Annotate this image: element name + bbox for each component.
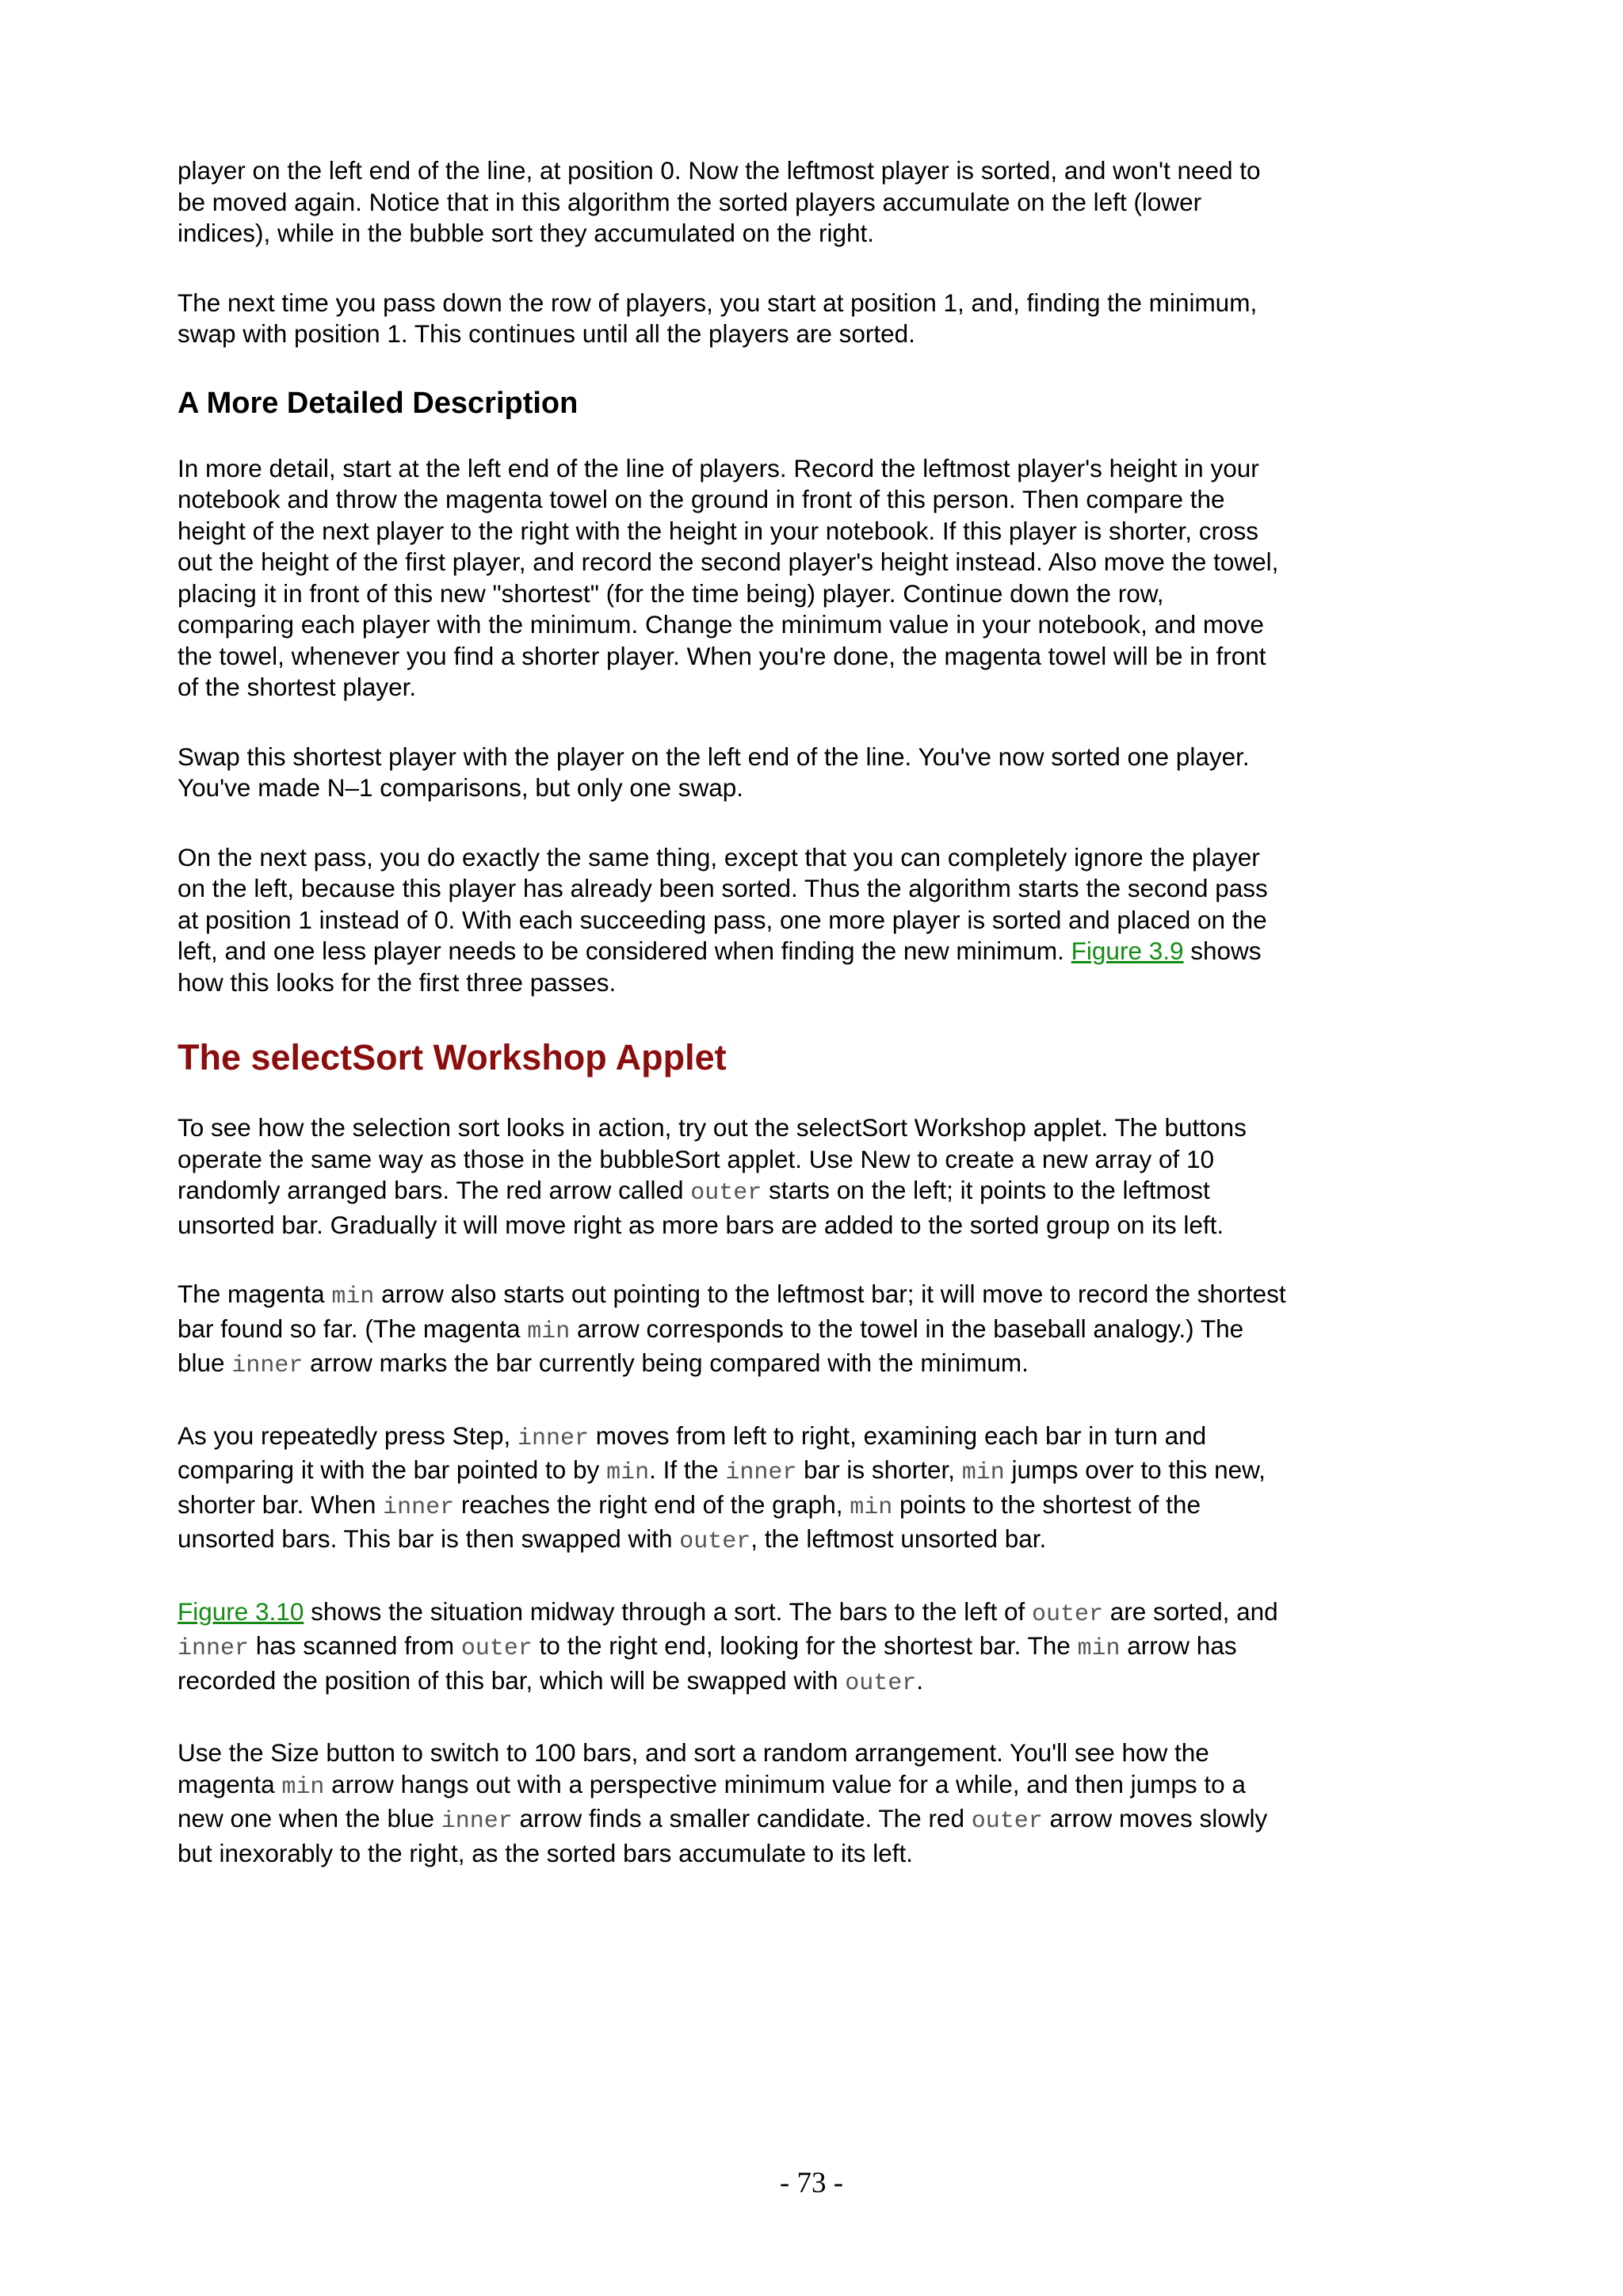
code-inner: inner [517,1425,590,1452]
code-outer: outer [679,1528,751,1555]
text-run: On the next pass, you do exactly the same thing, except that you can completely ignore the player on the left, because this player has already been sorted. Thus the algorithm starts the second pass at position 1 instead of 0. With each succeeding pass, one more player is sorted and placed on the left, and one less player needs to be considered when finding the new minimum. [178,842,1268,965]
code-inner: inner [441,1808,513,1835]
page-number: - 73 - [779,2167,844,2199]
text-run: jumps over to this new, shorter bar. When [178,1455,1266,1519]
text-run: The magenta [178,1280,332,1308]
text-run: shows the situation midway through a sort. The bars to the left of [304,1596,1033,1626]
text-run: arrow finds a smaller candidate. The red [512,1804,972,1833]
code-min: min [331,1283,375,1310]
text-run: arrow corresponds to the towel in the baseball analogy.) The blue [178,1314,1244,1377]
paragraph-figure-3-10 [178,1596,1287,1700]
paragraph-next-pass: The next time you pass down the row of players, you start at position 1, and, finding the minimum, swap with position 1. This continues until all the players are sorted. [178,288,1258,348]
text-run: shows how this looks for the first three passes. [178,936,1262,997]
text-run: reaches the right end of the graph, [454,1489,850,1519]
text-run: has scanned from [249,1631,461,1660]
code-outer: outer [1032,1600,1104,1628]
text-run: arrow marks the bar currently being compared with the minimum. [303,1348,1029,1377]
text-run: arrow has recorded the position of this bar, which will be swapped with [178,1631,1237,1695]
text-run: As you repeatedly press Step, [178,1421,517,1450]
code-min: min [527,1318,571,1345]
code-outer: outer [460,1635,533,1662]
text-run: arrow hangs out with a perspective minimum value for a while, and then jumps to a new one when the blue [178,1769,1246,1833]
text-run: points to the shortest of the unsorted bars. This bar is then swapped with [178,1489,1201,1553]
paragraph-next-pass-detail [178,842,1287,999]
text-run: To see how the selection sort looks in action, try out the selectSort Workshop applet. The buttons operate the same way as those in the bubbleSort applet. Use New to create a new array of 10 randomly arranged bars. The red arrow called [178,1113,1247,1204]
paragraph-detailed-description: In more detail, start at the left end of the line of players. Record the leftmost player's height in your notebook and throw the magenta towel on the ground in front of this person. Then compare the height of the next player to the right with the height in your notebook. If this player is shorter, cross out the height of the first player, and record the second player's height instead. Also move the towel, placing it in front of this new "shortest" (for the time being) player. Continue down the row, comparing each player with the minimum. Change the minimum value in your notebook, and move the towel, whenever you find a shorter player. When you're done, the magenta towel will be in front of the shortest player. [178,453,1279,701]
code-outer: outer [971,1808,1043,1835]
code-inner: inner [178,1635,250,1662]
paragraph-step-behavior [178,1421,1287,1558]
paragraph-applet-intro [178,1112,1287,1241]
paragraph-min-arrow [178,1279,1287,1383]
text-run: moves from left to right, examining each bar in turn and comparing it with the bar pointed to by [178,1421,1207,1484]
code-min: min [850,1493,893,1521]
text-run: , the leftmost unsorted bar. [750,1524,1047,1553]
figure-3-9-link[interactable]: Figure 3.9 [1071,936,1184,965]
section-heading-detailed-description: A More Detailed Description [178,386,579,420]
code-outer: outer [690,1180,762,1207]
text-run: arrow moves slowly but inexorably to the right, as the sorted bars accumulate to its left. [178,1804,1268,1867]
code-inner: inner [383,1493,455,1521]
text-run: . If the [649,1455,726,1484]
paragraph-swap-shortest: Swap this shortest player with the player on the left end of the line. You've now sorted one player. You've made N–1 comparisons, but only one swap. [178,742,1250,802]
page-body [178,155,1287,1869]
text-run: arrow also starts out pointing to the leftmost bar; it will move to record the shortest bar found so far. (The magenta [178,1280,1286,1343]
code-min: min [961,1459,1005,1486]
section-heading-workshop-applet: The selectSort Workshop Applet [178,1037,727,1077]
figure-3-10-link[interactable]: Figure 3.10 [178,1596,304,1626]
code-min: min [281,1773,325,1801]
text-run: Use the Size button to switch to 100 bars, and sort a random arrangement. You'll see how the magenta [178,1738,1209,1798]
code-inner: inner [725,1459,797,1486]
code-outer: outer [845,1669,917,1697]
text-run: bar is shorter, [796,1455,962,1484]
code-inner: inner [231,1352,304,1379]
text-run: to the right end, looking for the shortest bar. The [532,1631,1078,1660]
paragraph-size-button [178,1737,1287,1869]
text-run: . [916,1665,923,1695]
text-run: starts on the left; it points to the leftmost unsorted bar. Gradually it will move right as more bars are added to the sorted group on its left. [178,1176,1224,1239]
code-min: min [606,1459,650,1486]
text-run: are sorted, and [1103,1596,1278,1626]
paragraph-intro-continuation: player on the left end of the line, at position 0. Now the leftmost player is sorted, and won't need to be moved again. Notice that in this algorithm the sorted players accumulate on the left (lower indices), while in the bubble sort they accumulated on the right. [178,156,1261,247]
code-min: min [1077,1635,1121,1662]
